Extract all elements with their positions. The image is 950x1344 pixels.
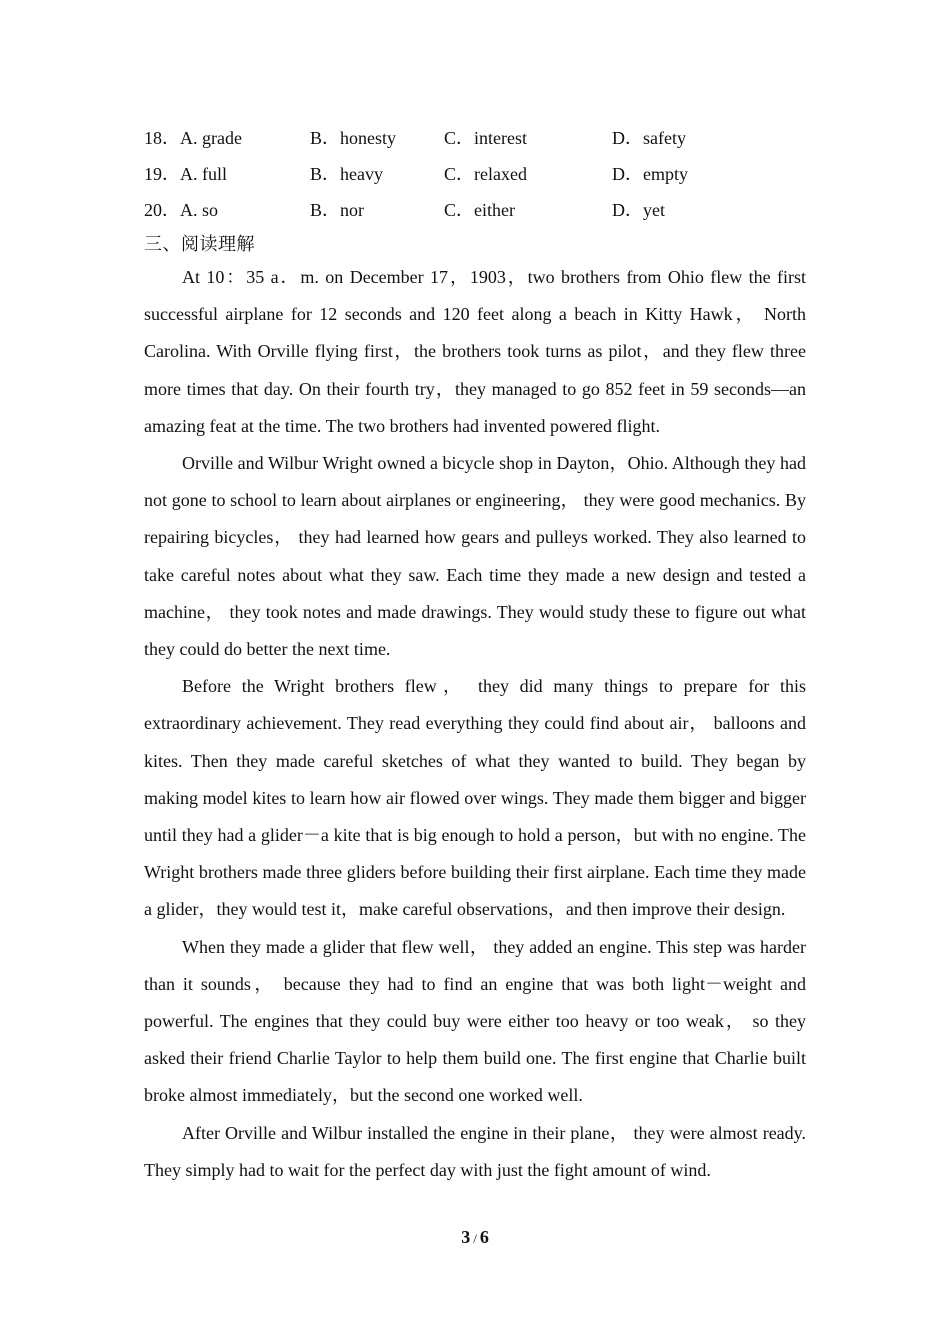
page-number (0, 1227, 950, 1248)
option-d: D．safety (612, 128, 686, 148)
question-18-options (144, 124, 806, 154)
option-a: 18．A. grade (144, 128, 242, 148)
total-pages: 6 (479, 1227, 489, 1247)
option-d: D．yet (612, 200, 665, 220)
option-b: B．nor (310, 200, 364, 220)
option-b: B．heavy (310, 164, 383, 184)
page-separator: / (473, 1231, 477, 1246)
section-title: 三、阅读理解 (144, 234, 255, 255)
question-19-options (144, 160, 806, 190)
passage-paragraph: Before the Wright brothers flew， they did many things to prepare for this extraordinary achievement. They read everything they could find about air， balloons and kites. Then they made careful sketches of what they wanted to build. They began by making model kites to learn how air flowed over wings. They made them bigger and bigger until they had a glider－a kite that is big enough to hold a person，but with no engine. The Wright brothers made three gliders before building their first airplane. Each time they made a glider，they would test it，make careful observations，and then improve their design. (144, 676, 806, 920)
option-c: C．relaxed (444, 164, 527, 184)
option-d: D．empty (612, 164, 688, 184)
question-20-options (144, 196, 806, 226)
option-a: 19．A. full (144, 164, 227, 184)
option-a: 20．A. so (144, 200, 219, 220)
option-c: C．either (444, 200, 515, 220)
passage-paragraph: When they made a glider that flew well， they added an engine. This step was harder than it sounds， because they had to find an engine that was both light－weight and powerful. The engines that they could buy were either too heavy or too weak， so they asked their friend Charlie Taylor to help them build one. The first engine that Charlie built broke almost immediately，but the second one worked well. (144, 936, 806, 1106)
option-c: C．interest (444, 128, 527, 148)
passage-paragraph: At 10：35 a．m. on December 17，1903，two brothers from Ohio flew the first successful airplane for 12 seconds and 120 feet along a beach in Kitty Hawk， North Carolina. With Orville flying first，the brothers took turns as pilot，and they flew three more times that day. On their fourth try，they managed to go 852 feet in 59 seconds—an amazing feat at the time. The two brothers had invented powered flight. (144, 267, 806, 436)
current-page: 3 (461, 1227, 471, 1247)
reading-passage (144, 259, 806, 1189)
option-b: B．honesty (310, 128, 397, 148)
passage-paragraph: Orville and Wilbur Wright owned a bicycle shop in Dayton，Ohio. Although they had not gone to school to learn about airplanes or engineering， they were good mechanics. By repairing bicycles， they had learned how gears and pulleys worked. They also learned to take careful notes about what they saw. Each time they made a new design and tested a machine， they took notes and made drawings. They would study these to figure out what they could do better the next time. (144, 453, 806, 660)
passage-paragraph: After Orville and Wilbur installed the engine in their plane， they were almost ready. They simply had to wait for the perfect day with just the fight amount of wind. (144, 1122, 806, 1180)
